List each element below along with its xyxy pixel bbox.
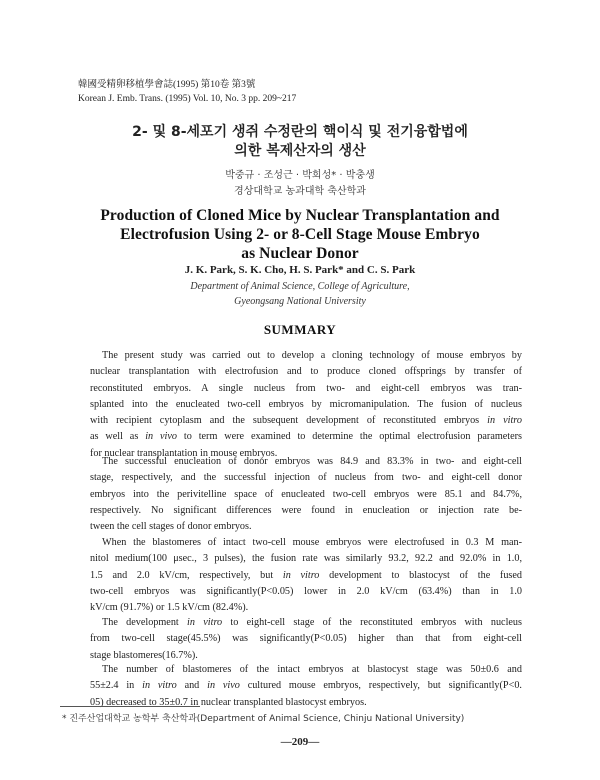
page-number: —209—: [280, 736, 320, 748]
paragraph-line: The number of blastomeres of the intact embryos at blastocyst stage was 50±0.6 and: [102, 664, 522, 675]
paragraph-line: from two-cell stage(45.5%) was significantly(P<0.05) higher than that from eight-cell: [90, 633, 522, 645]
paragraph-line: kV/cm (91.7%) or 1.5 kV/cm (82.4%).: [90, 602, 249, 614]
english-affiliation-line-1: Department of Animal Science, College of Agriculture,: [190, 281, 410, 292]
paragraph-line: stage, respectively, and the successful injection of nucleus from two- and eight-cell donor: [90, 472, 522, 484]
paragraph-line: as well as in vivo to term were examined to determine the optimal electrofusion parameters: [90, 431, 523, 443]
english-affiliation-line-2: Gyeongsang National University: [234, 296, 366, 307]
korean-title-line-1: 2- 및 8-세포기 생쥐 수정란의 핵이식 및 전기융합법에: [132, 124, 468, 140]
paragraph-line: 1.5 and 2.0 kV/cm, respectively, but in vitro development to blastocyst of the fused: [90, 569, 522, 581]
paragraph-line: nuclear transplantation with electrofusion and to produce cloned offsprings by transfer of: [90, 366, 522, 378]
journal-citation-korean: 韓國受精卵移植學會誌(1995) 第10卷 第3號: [78, 80, 256, 90]
paragraph-line: two-cell embryos was significantly(P<0.05) lower in 2.0 kV/cm (63.4%) than in 1.0: [90, 585, 522, 597]
paragraph-line: with recipient cytoplasm and the subsequent development of reconstituted embryos in vitro: [90, 415, 522, 427]
paragraph-line: embryos into the perivitelline space of enucleated two-cell embryos were 85.1 and 84.7%,: [90, 488, 522, 500]
paragraph-line: reconstituted embryos. A single nucleus from two- and eight-cell embryos was tran-: [90, 382, 522, 394]
summary-paragraph-3: [90, 535, 522, 616]
korean-title-line-2: 의한 복제산자의 생산: [234, 143, 366, 159]
paragraph-line: respectively. No significant differences were found in enucleation or injection rate be-: [90, 504, 522, 516]
paragraph-line: The present study was carried out to develop a cloning technology of mouse embryos by: [102, 350, 522, 361]
paragraph-line: 05) decreased to 35±0.7 in nuclear transplanted blastocyst embryos.: [90, 696, 367, 708]
summary-heading: SUMMARY: [263, 322, 337, 337]
summary-paragraph-5: [90, 662, 522, 711]
english-title-line-2: Electrofusion Using 2- or 8-Cell Stage Mouse Embryo: [120, 226, 480, 243]
footnote-divider: [60, 706, 200, 707]
korean-affiliation: 경상대학교 농과대학 축산학과: [234, 186, 366, 197]
paragraph-line: 55±2.4 in in vitro and in vivo cultured mouse embryos, respectively, but significantly(P<0.: [90, 680, 522, 692]
paragraph-line: nitol medium(100 μsec., 3 pulses), the fusion rate was similarly 93.2, 92.2 and 92.0% in 1.0,: [90, 553, 522, 565]
journal-citation-english: Korean J. Emb. Trans. (1995) Vol. 10, No. 3 pp. 209~217: [78, 94, 297, 104]
english-authors: J. K. Park, S. K. Cho, H. S. Park* and C. S. Park: [184, 264, 416, 276]
summary-paragraph-1: [90, 348, 522, 462]
paragraph-line: splanted into the enucleated two-cell embryos by micromanipulation. The fusion of nucleus: [90, 398, 522, 410]
paragraph-line: tween the cell stages of donor embryos.: [90, 521, 252, 533]
paragraph-line: The development in vitro to eight-cell stage of the reconstituted embryos with nucleus: [102, 617, 522, 628]
summary-paragraph-4: [90, 615, 522, 664]
paragraph-line: stage blastomeres(16.7%).: [90, 649, 198, 661]
paragraph-line: When the blastomeres of intact two-cell mouse embryos were electrofused in 0.3 M man-: [102, 537, 522, 548]
paragraph-line: for nuclear transplantation in mouse embryos.: [90, 447, 278, 459]
summary-paragraph-2: [90, 454, 522, 535]
english-title-line-1: Production of Cloned Mice by Nuclear Transplantation and: [100, 207, 500, 224]
paragraph-line: The successful enucleation of donor embryos was 84.9 and 83.3% in two- and eight-cell: [102, 456, 522, 467]
journal-citation: [78, 78, 296, 106]
footnote: * 진주산업대학교 농학부 축산학과(Department of Animal Science, Chinju National University): [62, 714, 465, 724]
korean-authors: 박중규 · 조성근 · 박희성* · 박충생: [225, 170, 375, 181]
english-title-line-3: as Nuclear Donor: [241, 245, 359, 262]
